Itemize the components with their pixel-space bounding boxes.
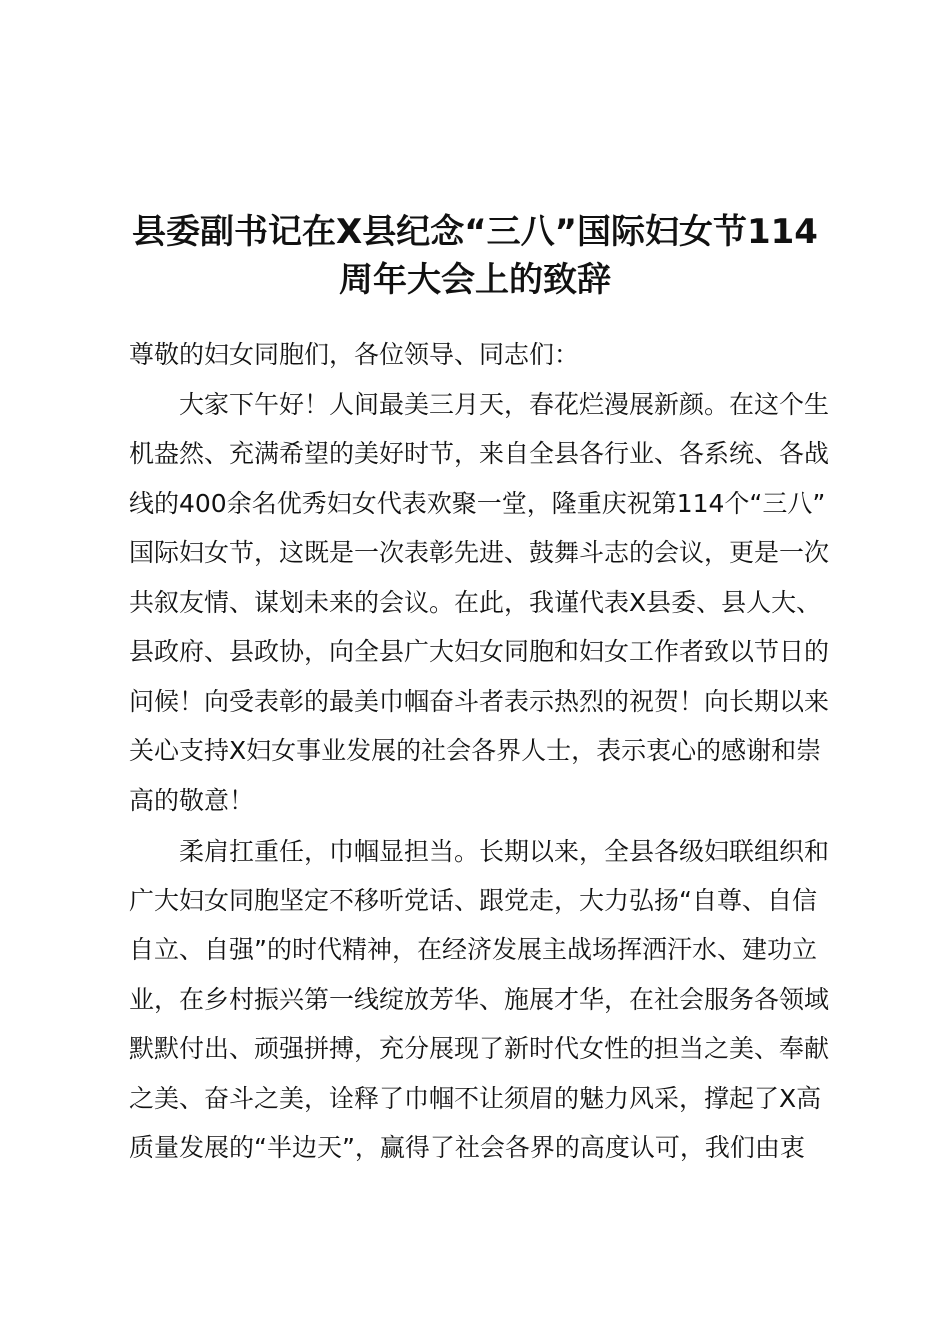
paragraph1-line: 线的400余名优秀妇女代表欢聚一堂，隆重庆祝第114个“三八” — [129, 489, 826, 518]
document-title-line-1: 县委副书记在X县纪念“三八”国际妇女节114 — [132, 212, 818, 252]
paragraph1-line: 关心支持X妇女事业发展的社会各界人士，表示衷心的感谢和崇 — [129, 736, 822, 765]
paragraph2-line: 广大妇女同胞坚定不移听党话、跟党走，大力弘扬“自尊、自信 — [129, 886, 817, 915]
paragraph1-line: 县政府、县政协，向全县广大妇女同胞和妇女工作者致以节日的 — [129, 637, 830, 666]
paragraph2-line: 默默付出、顽强拼搏，充分展现了新时代女性的担当之美、奉献 — [129, 1034, 830, 1063]
salutation: 尊敬的妇女同胞们，各位领导、同志们： — [129, 340, 580, 369]
paragraph2-line: 质量发展的“半边天”，赢得了社会各界的高度认可，我们由衷 — [129, 1133, 805, 1162]
paragraph2-line: 自立、自强”的时代精神，在经济发展主战场挥洒汗水、建功立 — [129, 935, 817, 964]
paragraph2-line: 业，在乡村振兴第一线绽放芳华、施展才华，在社会服务各领域 — [129, 985, 830, 1014]
paragraph1-line: 高的敬意！ — [129, 786, 255, 815]
paragraph1-line: 共叙友情、谋划未来的会议。在此，我谨代表X县委、县人大、 — [129, 588, 822, 617]
paragraph1-line: 国际妇女节，这既是一次表彰先进、鼓舞斗志的会议，更是一次 — [129, 538, 830, 567]
paragraph1-line: 大家下午好！人间最美三月天，春花烂漫展新颜。在这个生 — [179, 390, 830, 419]
paragraph1-line: 问候！向受表彰的最美巾帼奋斗者表示热烈的祝贺！向长期以来 — [129, 687, 830, 716]
paragraph2-line: 柔肩扛重任，巾帼显担当。长期以来，全县各级妇联组织和 — [179, 837, 830, 866]
paragraph2-line: 之美、奋斗之美，诠释了巾帼不让须眉的魅力风采，撑起了X高 — [129, 1084, 822, 1113]
document-title-line-2: 周年大会上的致辞 — [339, 260, 611, 300]
paragraph1-line: 机盎然、充满希望的美好时节，来自全县各行业、各系统、各战 — [129, 439, 830, 468]
